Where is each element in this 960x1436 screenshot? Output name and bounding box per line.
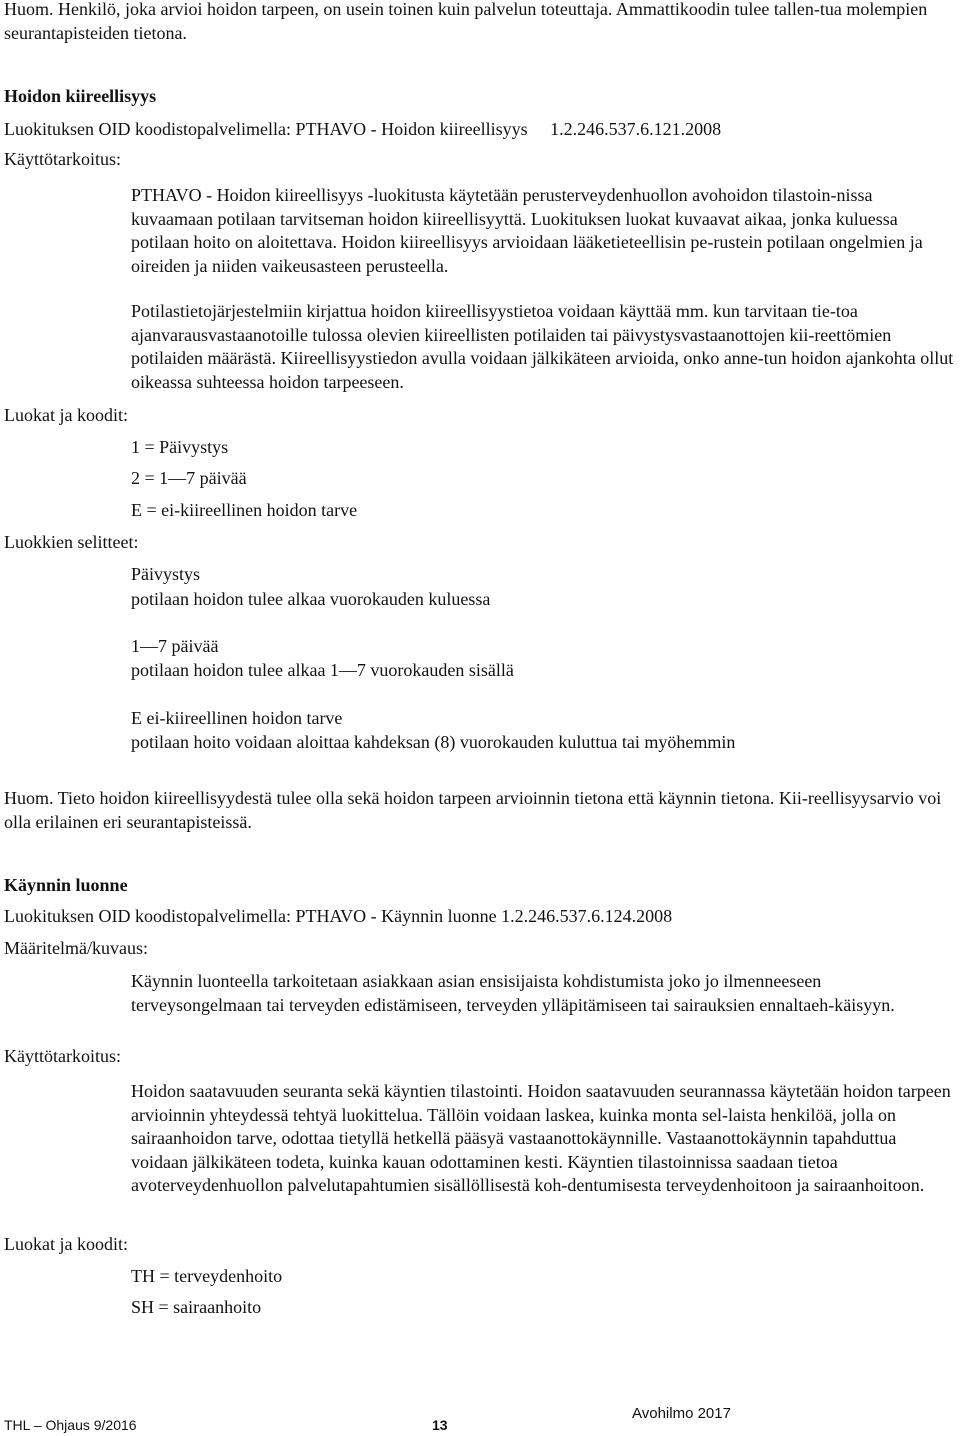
code-item: 2 = 1—7 päivää [131,468,247,488]
intro-note: Huom. Henkilö, joka arvioi hoidon tarpeen, on usein toinen kuin palvelun toteuttaja. Ammattikoodin tulee tallen-tua molempien seurantapisteiden tietona. [4,0,928,43]
explanation-term: Päivystys [131,564,201,584]
code-item: SH = sairaanhoito [131,1297,262,1317]
code-item: E = ei-kiireellinen hoidon tarve [131,500,358,520]
explanation-term: E ei-kiireellinen hoidon tarve [131,708,343,728]
codes-label: Luokat ja koodit: [4,1234,128,1254]
explanation-desc: potilaan hoidon tulee alkaa vuorokauden kuluessa [131,589,491,609]
section-heading: Käynnin luonne [4,875,128,895]
explanation-term: 1—7 päivää [131,636,219,656]
urgency-note: Huom. Tieto hoidon kiireellisyydestä tulee olla sekä hoidon tarpeen arvioinnin tietona että käynnin tietona. Kii-reellisyysarvio voi olla erilainen eri seurantapisteissä. [4,788,942,832]
footer-right: Avohilmo 2017 [632,1405,731,1422]
usage-paragraph: Potilastietojärjestelmiin kirjattua hoidon kiireellisyystietoa voidaan käyttää mm. kun tarvitaan tie-toa ajanvarausvastaanotoille tulossa olevien kiireellisten potilaiden tai päivystysvastaanottojen kii-reettömien potilaiden määrästä. Kiireellisyystiedon avulla voidaan jälkikäteen arvioida, onko anne-tun hoidon ajankohta ollut oikeassa suhteessa hoidon tarpeeseen. [131,301,954,392]
explanations-label: Luokkien selitteet: [4,532,139,552]
usage-paragraph: Hoidon saatavuuden seuranta sekä käyntien tilastointi. Hoidon saatavuuden seurannassa käytetään hoidon tarpeen arvioinnin yhteydessä tehtyä luokittelua. Tällöin voidaan laskea, kuinka monta sel-laista henkilöä, jolla on sairaanhoidon tarve, odottaa tietyllä hetkellä pääsyä vastaanottokäynnille. Vastaanottokäynnin tapahduttua voidaan jälkikäteen todeta, kuinka kauan odottaminen kesti. Käyntien tilastoinnissa saadaan tietoa avoterveydenhuollon palvelutapahtumien sisällöllisestä koh-dentumisesta terveydenhoitoon ja sairaanhoitoon. [131,1081,951,1195]
oid-line: Luokituksen OID koodistopalvelimella: PTHAVO - Käynnin luonne 1.2.246.537.6.124.2008 [4,906,673,926]
usage-label: Käyttötarkoitus: [4,1046,121,1066]
codes-label: Luokat ja koodit: [4,405,128,425]
definition-label: Määritelmä/kuvaus: [4,938,148,958]
oid-line: Luokituksen OID koodistopalvelimella: PTHAVO - Hoidon kiireellisyys 1.2.246.537.6.121.2008 [4,119,722,139]
usage-label: Käyttötarkoitus: [4,149,121,169]
explanation-desc: potilaan hoito voidaan aloittaa kahdeksan (8) vuorokauden kuluttua tai myöhemmin [131,732,736,752]
usage-paragraph: PTHAVO - Hoidon kiireellisyys -luokitusta käytetään perusterveydenhuollon avohoidon tilastoin-nissa kuvaamaan potilaan tarvitseman hoidon kiireellisyyttä. Luokituksen luokat kuvaavat aikaa, jonka kuluessa potilaan hoito on aloitettava. Hoidon kiireellisyys arvioidaan lääketieteellisin pe-rustein potilaan ongelmien ja oireiden ja niiden vaikeusasteen perusteella. [131,185,923,276]
code-item: TH = terveydenhoito [131,1266,283,1286]
footer-left: THL – Ohjaus 9/2016 [4,1417,137,1433]
section-heading: Hoidon kiireellisyys [4,86,157,106]
explanation-desc: potilaan hoidon tulee alkaa 1—7 vuorokauden sisällä [131,660,514,680]
code-item: 1 = Päivystys [131,437,229,457]
definition-paragraph: Käynnin luonteella tarkoitetaan asiakkaan asian ensisijaista kohdistumista joko jo ilmenneeseen terveysongelmaan tai terveyden edistämiseen, terveyden ylläpitämiseen tai sairauksien ennaltaeh-käisyyn. [131,971,895,1015]
page-number: 13 [432,1417,448,1433]
